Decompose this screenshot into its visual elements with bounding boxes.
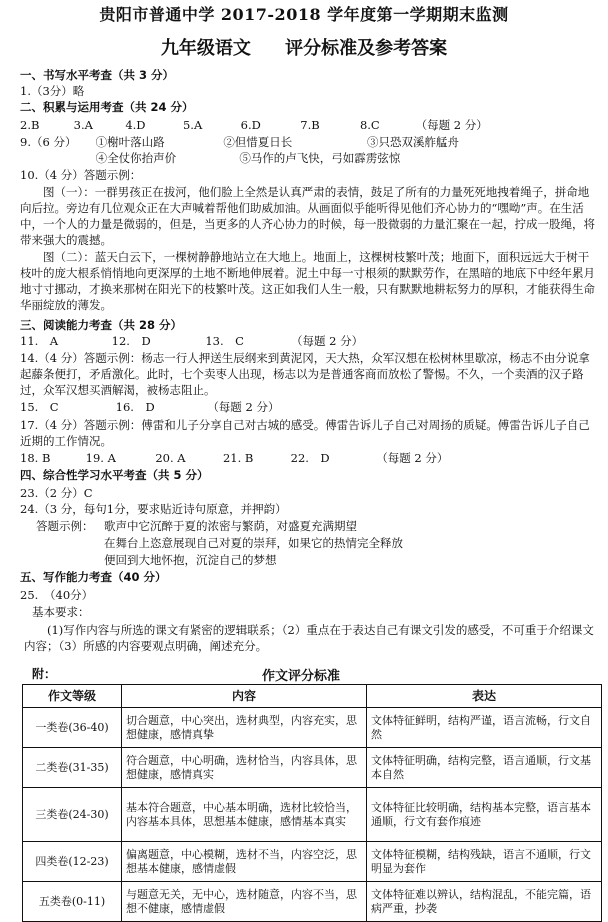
poem-line: 在舞台上恣意展现自己对夏的崇拜，如果它的热情完全释放 — [104, 536, 403, 550]
rubric-content: 基本符合题意，中心基本明确，选材比较恰当，内容基本具体，思想基本健康，感情基本真实 — [122, 788, 367, 842]
answer-item: 13. C — [205, 334, 244, 348]
answer-q9-line1 — [20, 135, 598, 150]
answer-item: 18. B — [20, 451, 51, 465]
rubric-row — [23, 788, 602, 842]
rubric-expression: 文体特征鲜明，结构严谨，语言流畅，行文自然 — [367, 708, 602, 748]
answer-item: 7.B — [300, 118, 320, 132]
document-title: 贵阳市普通中学 2017-2018 学年度第一学期期末监测 — [99, 5, 509, 24]
q9-label: 9.（6 分） — [20, 135, 77, 149]
q9-item: ⑤马作的卢飞快，弓如霹雳弦惊 — [239, 151, 401, 165]
rubric-expression: 文体特征难以辨认，结构混乱，不能完篇，语病严重，抄袭 — [367, 882, 602, 922]
q9-item: ③只恐双溪舴艋舟 — [366, 135, 459, 149]
basic-requirements-label: 基本要求： — [32, 605, 90, 619]
rubric-row — [23, 748, 602, 788]
answer-q1: 1.（3分）略 — [20, 84, 85, 98]
answer-item: 4.D — [125, 118, 146, 132]
score-note: （每题 2 分） — [376, 451, 449, 465]
subtitle-desc: 评分标准及参考答案 — [285, 38, 448, 59]
answers-18-22 — [20, 451, 598, 466]
answer-item: 5.A — [182, 118, 203, 132]
rubric-level: 四类卷(12-23) — [23, 842, 122, 882]
rubric-level: 三类卷(24-30) — [23, 788, 122, 842]
basic-requirements: (1)写作内容与所选的课文有紧密的逻辑联系；（2）重点在于表达自己有课文引发的感受，不可重于介绍课文内容；（3）所感的内容要观点明确，阐述充分。 — [24, 623, 594, 653]
rubric-expression: 文体特征比较明确，结构基本完整，语言基本通顺，行文有套作痕迹 — [367, 788, 602, 842]
subtitle-grade: 九年级语文 — [160, 38, 251, 59]
answer-item: 19. A — [85, 451, 116, 465]
poem-line: 便回到大地怀抱，沉淀自己的梦想 — [104, 553, 277, 567]
section-2-heading: 二、积累与运用考查（共 24 分） — [20, 100, 194, 114]
answer-item: 22. D — [290, 451, 330, 465]
section-5-heading: 五、写作能力考查（40 分） — [20, 570, 167, 584]
answers-11-13 — [20, 334, 598, 349]
rubric-title: 作文评分标准 — [262, 669, 341, 684]
rubric-row — [23, 842, 602, 882]
score-note: （每题 2 分） — [207, 400, 280, 414]
answers-2-8 — [20, 118, 598, 133]
rubric-expression: 文体特征模糊，结构残缺，语言不通顺，行文明显为套作 — [367, 842, 602, 882]
answer-q14: 14.（4 分）答题示例：杨志一行人押送生辰纲来到黄泥冈，天大热，众军汉想在松树林里歇凉，杨志不由分说拿起藤条便打，矛盾激化。此时，七个卖枣人出现，杨志以为是普通客商而放松了警惕。不久，一个卖酒的汉子路过，众军汉想买酒解渴，被杨志阻止。 — [20, 351, 590, 397]
answer-item: 12. D — [111, 334, 151, 348]
document-subtitle — [0, 34, 608, 60]
rubric-header-expression: 表达 — [367, 685, 602, 708]
rubric-header-row — [23, 685, 602, 708]
answers-15-16 — [20, 400, 598, 415]
q24-example-label: 答题示例： — [36, 519, 94, 533]
answer-item: 20. A — [155, 451, 186, 465]
q9-item: ②但惜夏日长 — [223, 135, 293, 149]
answer-q10-figure2: 图（二）：蓝天白云下，一棵树静静地站立在大地上。地面上，这棵树枝繁叶茂；地面下，面积远远大于树干枝叶的庞大根系悄悄地向更深厚的土地不断地伸展着。泥土中每一寸根须的默默劳作，在黑暗的地底下中经年累月地寸寸挪动，才换来那树在阳光下的枝繁叶茂。这正如我们人生一般，只有默默地耕耘努力的厚积，才能获得生命华丽绽放的薄发。 — [20, 250, 595, 312]
answer-item: 11. A — [20, 334, 59, 348]
rubric-level: 五类卷(0-11) — [23, 882, 122, 922]
answer-item: 6.D — [240, 118, 261, 132]
rubric-level: 二类卷(31-35) — [23, 748, 122, 788]
section-4-heading: 四、综合性学习水平考查（共 5 分） — [20, 468, 209, 482]
answer-item: 16. D — [115, 400, 155, 414]
answer-q10-figure1: 图（一）：一群男孩正在拔河，他们脸上全然是认真严肃的表情，鼓足了所有的力量死死地拽着绳子，拼命地向后拉。旁边有几位观众正在大声喊着帮他们助威加油。从画面似乎能听得见他们齐心协力的“嘿呦”声。在生活中，一个人的力量是微弱的，但是，当更多的人齐心协力的时候，每一股微弱的力量汇聚在一起，拧成一股绳，将带来强大的震撼。 — [20, 185, 595, 247]
q9-item: ①榭叶落山路 — [95, 135, 165, 149]
answer-q25: 25. （40分） — [20, 588, 94, 602]
answer-item: 2.B — [20, 118, 40, 132]
score-note: （每题 2 分） — [415, 118, 488, 132]
answer-q17: 17.（4 分）答题示例：傅雷和儿子分享自己对古城的感受。傅雷告诉儿子自己对周扬的质疑。傅雷告诉儿子自己近期的工作情况。 — [20, 418, 590, 448]
section-3-heading: 三、阅读能力考查（共 28 分） — [20, 318, 183, 332]
rubric-content: 切合题意，中心突出，选材典型，内容充实，思想健康，感情真挚 — [122, 708, 367, 748]
answer-q10-head: 10.（4 分）答题示例： — [20, 168, 142, 182]
score-note: （每题 2 分） — [290, 334, 364, 348]
rubric-content: 与题意无关，无中心，选材随意，内容不当，思想不健康，感情虚假 — [122, 882, 367, 922]
rubric-table — [22, 684, 602, 922]
answer-item: 15. C — [20, 400, 59, 414]
rubric-expression: 文体特征明确，结构完整，语言通顺，行文基本自然 — [367, 748, 602, 788]
rubric-header-level: 作文等级 — [23, 685, 122, 708]
rubric-header-content: 内容 — [122, 685, 367, 708]
rubric-content: 符合题意，中心明确，选材恰当，内容具体，思想健康，感情真实 — [122, 748, 367, 788]
answer-q23: 23.（2 分）C — [20, 486, 93, 500]
answer-item: 8.C — [359, 118, 380, 132]
appendix-label: 附： — [32, 667, 57, 681]
answer-q9-line2 — [20, 151, 598, 166]
rubric-row — [23, 882, 602, 922]
answer-item: 21. B — [222, 451, 254, 465]
answer-q24: 24.（3 分，每句1分，要求贴近诗句原意，并押韵） — [20, 502, 287, 516]
poem-line: 歌声中它沉醉于夏的浓密与繁荫，对盛夏充满期望 — [104, 519, 357, 533]
rubric-level: 一类卷(36-40) — [23, 708, 122, 748]
q9-item: ④全仗你抬声价 — [95, 151, 177, 165]
rubric-content: 偏离题意，中心模糊，选材不当，内容空泛，思想基本健康，感情虚假 — [122, 842, 367, 882]
answer-item: 3.A — [73, 118, 93, 132]
rubric-row — [23, 708, 602, 748]
section-1-heading: 一、书写水平考查（共 3 分） — [20, 68, 175, 82]
